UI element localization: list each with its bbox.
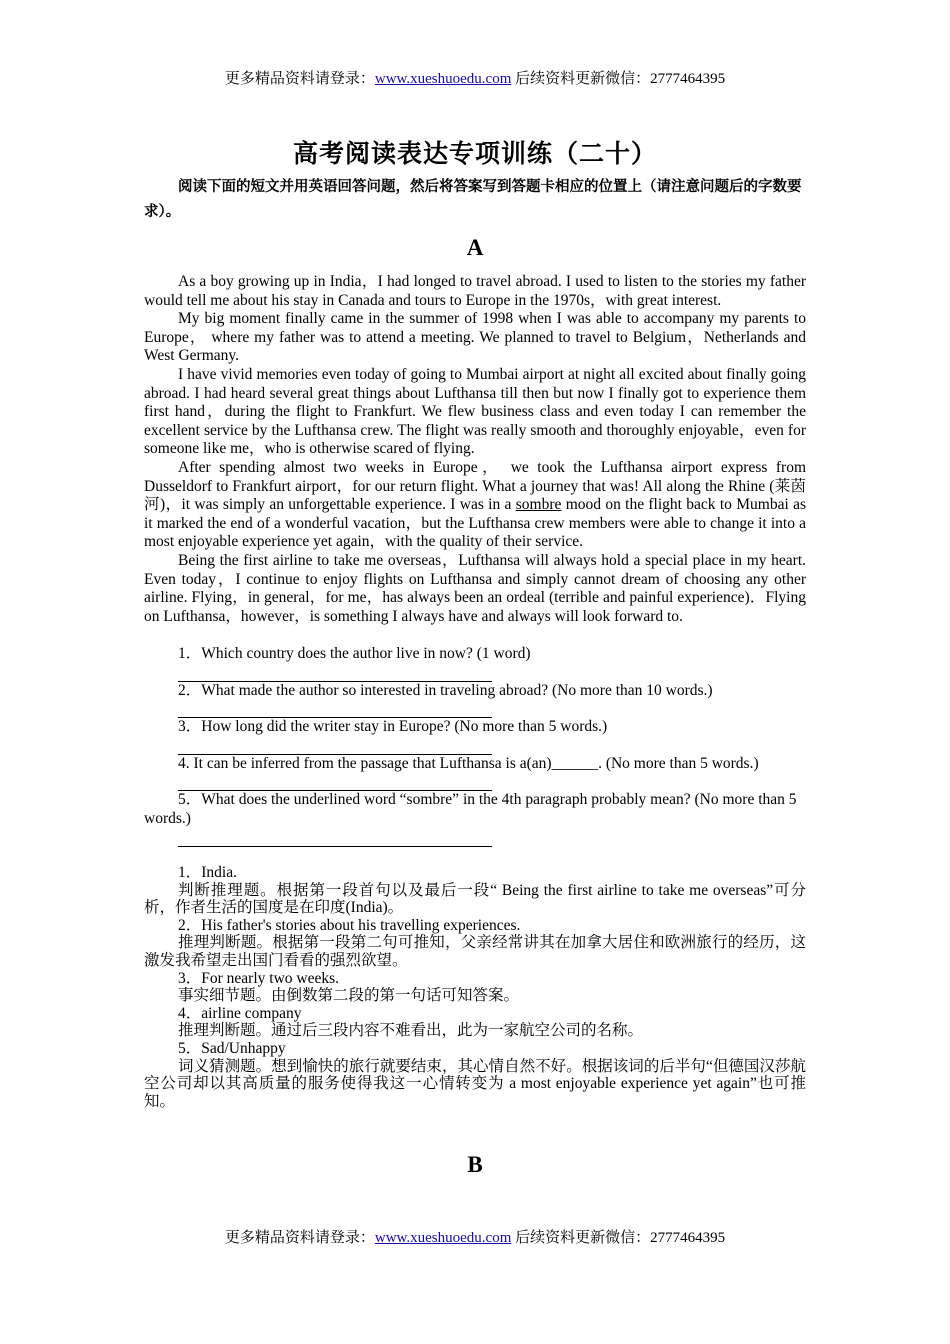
answer-3-explanation: 事实细节题。由倒数第二段的第一句话可知答案。 — [178, 987, 520, 1005]
header-prefix: 更多精品资料请登录： — [224, 71, 375, 87]
answer-key — [144, 864, 806, 1110]
p4-after: mood on the flight back to Mumbai as it marked the end of a wonderful vacation，but the Lufthansa crew members were able to change it into a most enjoyable experience yet again，with the quality of their service. — [144, 496, 806, 551]
answer-2: 2．His father's stories about his travelling experiences. — [178, 916, 521, 934]
answer-1: 1．India. — [178, 864, 237, 881]
answer-line-1[interactable] — [178, 664, 492, 682]
footer-suffix: 后续资料更新微信：2777464395 — [515, 1230, 726, 1246]
section-a-heading: A — [466, 235, 484, 260]
answer-5: 5．Sad/Unhappy — [178, 1039, 286, 1057]
question-2: 2．What made the author so interested in traveling abroad? (No more than 10 words.) — [178, 681, 713, 699]
answer-line-5[interactable] — [178, 829, 492, 847]
question-4: 4. It can be inferred from the passage that Lufthansa is a(an)______. (No more than 5 words.) — [178, 754, 759, 772]
answer-line-2[interactable] — [178, 700, 492, 718]
footer-prefix: 更多精品资料请登录： — [224, 1230, 375, 1246]
answer-2-explanation: 推理判断题。根据第一段第二句可推知，父亲经常讲其在加拿大居住和欧洲旅行的经历，这激发我希望走出国门看看的强烈欲望。 — [144, 934, 806, 969]
answer-line-4[interactable] — [178, 773, 492, 791]
answer-3: 3．For nearly two weeks. — [178, 969, 339, 987]
page-header — [0, 67, 950, 88]
answer-line-3[interactable] — [178, 737, 492, 755]
header-suffix: 后续资料更新微信：2777464395 — [515, 71, 726, 87]
section-b-heading: B — [467, 1152, 483, 1177]
answer-5-explanation: 词义猜测题。想到愉快的旅行就要结束，其心情自然不好。根据该词的后半句“但德国汉莎航空公司却以其高质量的服务使得我这一心情转变为 a most enjoyable experience yet again”也可推知。 — [144, 1057, 806, 1110]
passage-a — [144, 273, 806, 626]
answer-1-explanation: 判断推理题。根据第一段首句以及最后一段“ Being the first airline to take me overseas”可分析，作者生活的国度是在印度(India)。 — [144, 881, 806, 917]
question-5: 5．What does the underlined word “sombre” in the 4th paragraph probably mean? (No more than 5 words.) — [144, 791, 797, 827]
answer-4: 4．airline company — [178, 1004, 302, 1022]
page-footer — [0, 1226, 950, 1247]
p4-before: After spending almost two weeks in Europe， we took the Lufthansa airport express from Dusseldorf to Frankfurt airport，for our return flight. What a journey that was! All along the Rhine (莱茵河)，it was simply an unforgettable experience. I was in a — [144, 458, 806, 514]
instructions: 阅读下面的短文并用英语回答问题，然后将答案写到答题卡相应的位置上（请注意问题后的字数要求）。 — [144, 179, 802, 220]
passage-paragraph-2: My big moment finally came in the summer of 1998 when I was able to accompany my parents to Europe， where my father was to attend a meeting. We planned to travel to Belgium，Netherlands and West Germany. — [144, 310, 806, 365]
questions-list — [144, 645, 806, 847]
page-title: 高考阅读表达专项训练（二十） — [292, 139, 657, 168]
header-link[interactable]: www.xueshuoedu.com — [374, 71, 512, 87]
footer-link[interactable]: www.xueshuoedu.com — [374, 1230, 512, 1246]
passage-paragraph-4 — [144, 459, 806, 552]
question-3: 3．How long did the writer stay in Europe? (No more than 5 words.) — [178, 718, 608, 736]
underlined-word-sombre: sombre — [515, 496, 562, 514]
answer-4-explanation: 推理判断题。通过后三段内容不难看出，此为一家航空公司的名称。 — [178, 1022, 644, 1040]
question-1: 1．Which country does the author live in now? (1 word) — [178, 645, 531, 662]
passage-paragraph-5: Being the first airline to take me overseas，Lufthansa will always hold a special place in my heart. Even today，I continue to enjoy flights on Lufthansa and simply cannot dream of choosing any other airline. Flying，in general，for me，has always been an ordeal (terrible and painful experience)．Flying on Lufthansa，however，is something I always have and always will look forward to. — [144, 551, 806, 625]
passage-paragraph-1: As a boy growing up in India，I had longed to travel abroad. I used to listen to the stories my father would tell me about his stay in Canada and tours to Europe in the 1970s，with great interest. — [144, 273, 806, 309]
passage-paragraph-3: I have vivid memories even today of going to Mumbai airport at night all excited about finally going abroad. I had heard several great things about Lufthansa till then but now I finally got to experience them first hand，during the flight to Frankfurt. We flew business class and even today I can remember the excellent service by the Lufthansa crew. The flight was really smooth and thoroughly enjoyable，even for someone like me，who is otherwise scared of flying. — [144, 365, 806, 458]
